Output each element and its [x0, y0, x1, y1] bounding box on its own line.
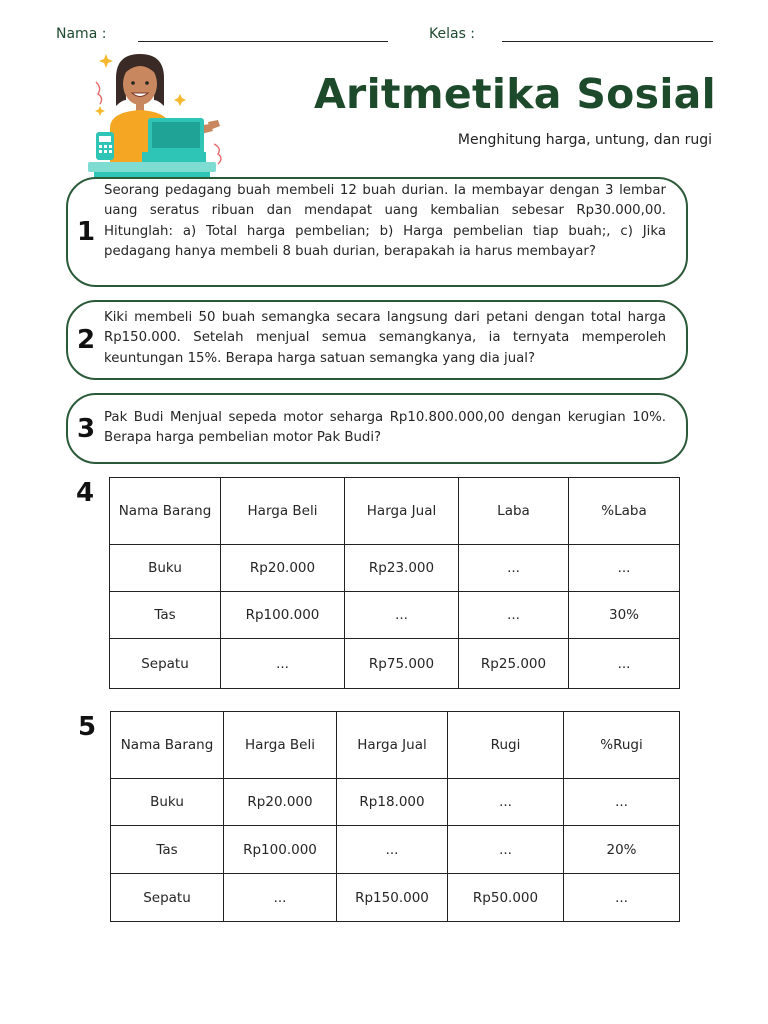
table-cell: Rp150.000	[337, 874, 448, 922]
question-number: 2	[77, 325, 96, 355]
table-cell: ...	[564, 874, 680, 922]
kelas-label: Kelas :	[429, 26, 476, 42]
section-number-4: 4	[76, 478, 95, 508]
table-cell: Tas	[110, 592, 221, 639]
table-header-row	[111, 712, 680, 779]
table-cell: ...	[459, 545, 569, 592]
question-text: Seorang pedagang buah membeli 12 buah durian. Ia membayar dengan 3 lembar uang seratus ribuan dan mendapat uang kembalian sebesar Rp30.000,00. Hitunglah: a) Total harga pembelian; b) Harga pembelian tiap buah;, c) Jika pedagang hanya membeli 8 buah durian, berapakah ia harus membayar?	[104, 183, 666, 259]
table-cell: ...	[569, 639, 680, 689]
table-row	[111, 874, 680, 922]
page-subtitle: Menghitung harga, untung, dan rugi	[457, 132, 712, 148]
table-row	[110, 545, 680, 592]
table-header-cell: %Laba	[569, 478, 680, 545]
table-cell: Sepatu	[111, 874, 224, 922]
table-cell: Rp20.000	[221, 545, 345, 592]
table-cell: ...	[345, 592, 459, 639]
loss-table	[110, 711, 680, 922]
table-header-cell: Laba	[459, 478, 569, 545]
table-cell: ...	[564, 779, 680, 826]
question-3-box	[66, 393, 688, 464]
table-cell: Rp100.000	[221, 592, 345, 639]
table-cell: ...	[224, 874, 337, 922]
question-number: 1	[77, 217, 96, 247]
nama-field[interactable]	[138, 41, 388, 42]
kelas-field[interactable]	[502, 41, 713, 42]
table-cell: Buku	[110, 545, 221, 592]
table-cell: Rp23.000	[345, 545, 459, 592]
table-cell: ...	[448, 826, 564, 874]
question-2-box	[66, 300, 688, 380]
question-number: 3	[77, 413, 96, 444]
table-cell: ...	[569, 545, 680, 592]
table-cell: Rp25.000	[459, 639, 569, 689]
table-header-cell: Rugi	[448, 712, 564, 779]
nama-label: Nama :	[56, 26, 107, 42]
table-cell: Rp18.000	[337, 779, 448, 826]
question-1-box	[66, 177, 688, 287]
table-header-cell: Nama Barang	[110, 478, 221, 545]
table-row	[110, 592, 680, 639]
table-header-cell: Harga Jual	[345, 478, 459, 545]
table-header-row	[110, 478, 680, 545]
table-cell: ...	[459, 592, 569, 639]
profit-table	[109, 477, 680, 689]
table-header-cell: %Rugi	[564, 712, 680, 779]
table-cell: ...	[337, 826, 448, 874]
page-title: Aritmetika Sosial	[314, 70, 716, 118]
table-cell: Rp20.000	[224, 779, 337, 826]
table-header-cell: Nama Barang	[111, 712, 224, 779]
section-number-5: 5	[78, 712, 97, 742]
cashier-illustration	[86, 48, 226, 182]
table-cell: Rp75.000	[345, 639, 459, 689]
table-header-cell: Harga Beli	[224, 712, 337, 779]
table-cell: 20%	[564, 826, 680, 874]
table-header-cell: Harga Beli	[221, 478, 345, 545]
table-cell: ...	[221, 639, 345, 689]
table-cell: Rp50.000	[448, 874, 564, 922]
table-cell: ...	[448, 779, 564, 826]
table-cell: 30%	[569, 592, 680, 639]
table-cell: Rp100.000	[224, 826, 337, 874]
question-text: Pak Budi Menjual sepeda motor seharga Rp10.800.000,00 dengan kerugian 10%. Berapa harga pembelian motor Pak Budi?	[104, 410, 666, 446]
table-cell: Sepatu	[110, 639, 221, 689]
table-cell: Tas	[111, 826, 224, 874]
table-header-cell: Harga Jual	[337, 712, 448, 779]
table-row	[110, 639, 680, 689]
table-row	[111, 779, 680, 826]
question-text: Kiki membeli 50 buah semangka secara langsung dari petani dengan total harga Rp150.000. Setelah menjual semua semangkanya, ia ternyata memperoleh keuntungan 15%. Berapa harga satuan semangka yang dia jual?	[104, 310, 666, 366]
table-cell: Buku	[111, 779, 224, 826]
table-row	[111, 826, 680, 874]
